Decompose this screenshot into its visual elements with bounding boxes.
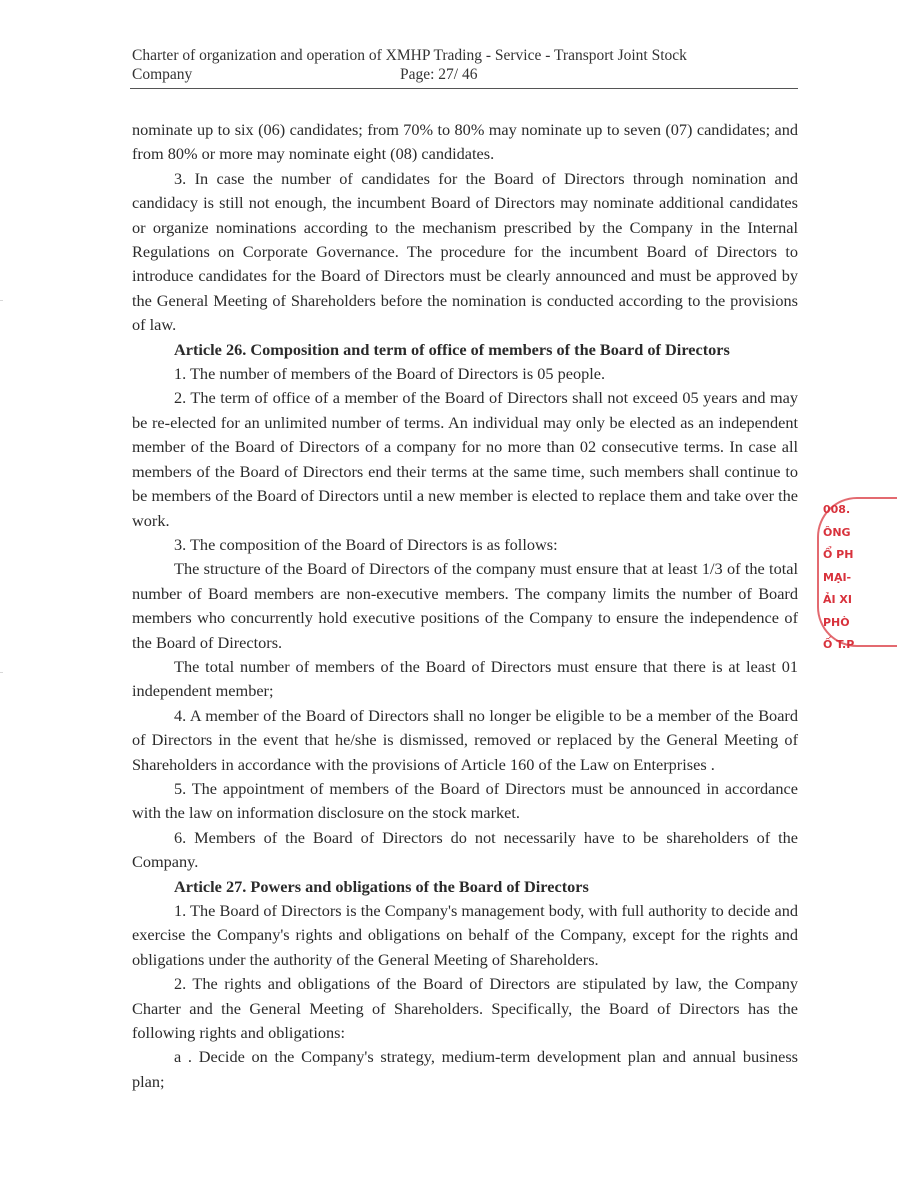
scan-edge-mark bbox=[0, 672, 3, 673]
article-26-clause-3-independent: The total number of members of the Board of Directors must ensure that there is at least 01 independent member; bbox=[132, 656, 798, 701]
seal-text-line: PHÒ bbox=[823, 615, 850, 629]
article-26-clause-3-structure: The structure of the Board of Directors of the company must ensure that at least 1/3 of the total number of Board members are non-executive members. The company limits the number of Board members who concurrently hold executive positions of the Company to ensure the independence of the Board of Directors. bbox=[132, 559, 798, 652]
seal-text-line: 008. bbox=[823, 503, 851, 516]
article-27-clause-2a: a . Decide on the Company's strategy, medium-term development plan and annual business plan; bbox=[132, 1047, 798, 1091]
article-26-clause-2: 2. The term of office of a member of the Board of Directors shall not exceed 05 years and may be re-elected for an unlimited number of terms. An individual may only be elected as an independent member of the Board of Directors of a company for no more than 02 consecutive terms. In case all members of the Board of Directors end their terms at the same time, such members shall continue to be members of the Board of Directors until a new member is elected to replace them and take over the work. bbox=[132, 388, 798, 530]
page-header bbox=[132, 46, 798, 84]
article-27-clause-1: 1. The Board of Directors is the Company's management body, with full authority to decide and exercise the Company's rights and obligations on behalf of the Company, except for the rights and obligations under the authority of the General Meeting of Shareholders. bbox=[132, 901, 798, 969]
header-line-2 bbox=[132, 65, 798, 84]
seal-text-line: Ổ PH bbox=[823, 548, 854, 561]
header-document-title-continued: Company bbox=[132, 66, 193, 83]
page-number: Page: 27/ 46 bbox=[400, 66, 478, 83]
article-27-heading: Article 27. Powers and obligations of the Board of Directors bbox=[174, 876, 589, 896]
seal-text-line: MẠI- bbox=[823, 570, 852, 584]
article-26-heading: Article 26. Composition and term of office of members of the Board of Directors bbox=[174, 339, 730, 359]
article-26-clause-1: 1. The number of members of the Board of Directors is 05 people. bbox=[174, 364, 606, 384]
article-27-clause-2: 2. The rights and obligations of the Board of Directors are stipulated by law, the Company Charter and the General Meeting of Shareholders. Specifically, the Board of Directors has the following rights and obligations: bbox=[132, 974, 798, 1043]
company-seal-fragment bbox=[815, 497, 855, 651]
article-26-clause-5: 5. The appointment of members of the Board of Directors must be announced in accordance with the law on information disclosure on the stock market. bbox=[132, 778, 798, 823]
header-divider bbox=[130, 88, 798, 89]
seal-text-line: ẢI XI bbox=[823, 593, 853, 606]
seal-text-line: ÔNG bbox=[823, 525, 851, 539]
seal-text bbox=[823, 499, 854, 657]
header-document-title: Charter of organization and operation of XMHP Trading - Service - Transport Joint Stock bbox=[132, 47, 687, 64]
paragraph-continuation: nominate up to six (06) candidates; from 70% to 80% may nominate up to seven (07) candidates; and from 80% or more may nominate eight (08) candidates. bbox=[132, 120, 798, 164]
seal-text-line: Ố T.P bbox=[823, 638, 855, 651]
article-26-clause-4: 4. A member of the Board of Directors shall no longer be eligible to be a member of the Board of Directors in the event that he/she is dismissed, removed or replaced by the General Meeting of Shareholders in accordance with the provisions of Article 160 of the Law on Enterprises . bbox=[132, 705, 798, 774]
document-body bbox=[132, 118, 798, 1094]
paragraph-clause-3: 3. In case the number of candidates for the Board of Directors through nomination and candidacy is still not enough, the incumbent Board of Directors may nominate additional candidates or organize nominations according to the mechanism prescribed by the Company in the Internal Regulations on Corporate Governance. The procedure for the incumbent Board of Directors to introduce candidates for the Board of Directors must be clearly announced and must be approved by the General Meeting of Shareholders before the nomination is conducted according to the provisions of law. bbox=[132, 168, 798, 335]
article-26-clause-3: 3. The composition of the Board of Directors is as follows: bbox=[174, 534, 558, 554]
article-26-clause-6: 6. Members of the Board of Directors do not necessarily have to be shareholders of the Company. bbox=[132, 827, 798, 872]
scan-edge-mark bbox=[0, 300, 3, 301]
